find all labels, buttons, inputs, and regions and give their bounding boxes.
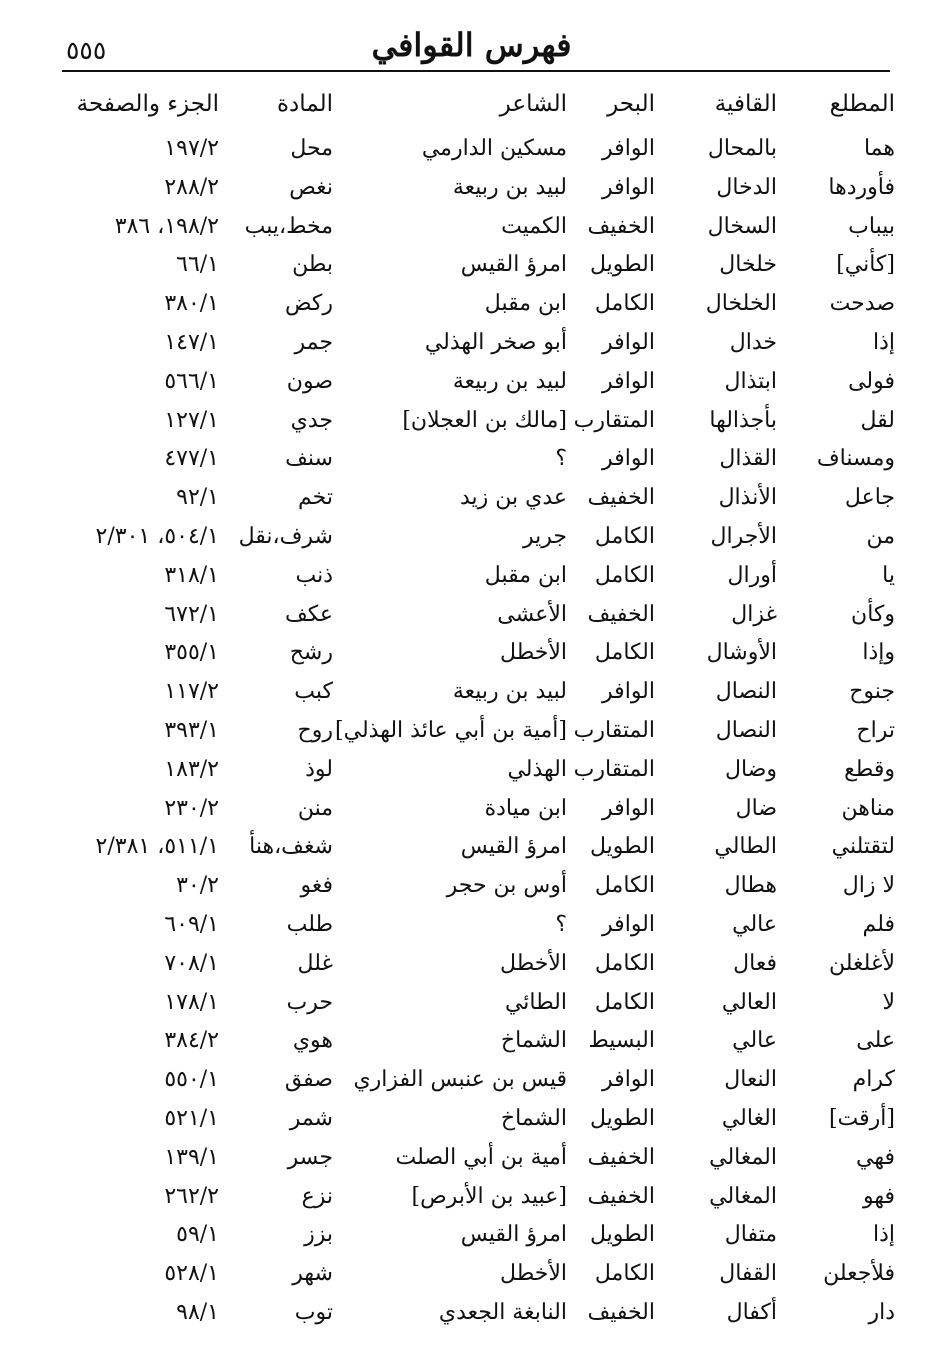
cell-root: توب [294, 1299, 333, 1325]
cell-root: مخط،يبب [244, 213, 333, 239]
cell-start: إذا [872, 1222, 895, 1248]
cell-rhyme: بالمحال [707, 136, 777, 161]
table-row [0, 906, 943, 945]
cell-ref: ٣٨٤/٢ [164, 1028, 219, 1054]
table-row [0, 790, 943, 829]
cell-start: بيباب [848, 213, 895, 239]
cell-poet: النابغة الجعدي [438, 1299, 567, 1325]
cell-poet: امرؤ القيس [460, 252, 567, 278]
cell-root: كبب [294, 679, 333, 705]
cell-ref: ١٢٧/١ [164, 407, 219, 433]
cell-ref: ٢٣٠/٢ [164, 795, 219, 821]
header-divider [62, 70, 890, 72]
page-number: ٥٥٥ [66, 36, 107, 65]
cell-root: ركض [284, 291, 333, 317]
cell-poet: ؟ [555, 446, 567, 472]
cell-start: ومسناف [816, 446, 895, 472]
cell-root: روح [297, 717, 333, 743]
cell-ref: ١٩٧/٢ [164, 136, 219, 161]
cell-ref: ٢٦٢/٢ [164, 1183, 219, 1209]
cell-poet: الكميت [501, 213, 567, 239]
cell-root: بزز [304, 1222, 333, 1248]
cell-rhyme: النعال [724, 1067, 777, 1093]
cell-root: شهر [292, 1261, 333, 1287]
cell-start: فلأجعلن [823, 1261, 895, 1287]
cell-ref: ٣١٨/١ [164, 562, 219, 588]
cell-root: شرف،نقل [238, 523, 333, 549]
cell-root: لوذ [305, 756, 333, 782]
cell-rhyme: الطالي [714, 834, 777, 860]
cell-meter: الخفيف [587, 1299, 655, 1325]
cell-root: سنف [285, 446, 333, 472]
cell-ref: ٣٨٠/١ [164, 291, 219, 317]
cell-poet: لبيد بن ربيعة [452, 174, 567, 200]
cell-root: رشح [289, 640, 333, 666]
cell-meter: الوافر [602, 174, 655, 200]
column-header-rhyme: القافية [714, 91, 777, 117]
cell-start: تراح [856, 717, 895, 743]
cell-ref: ٥٩/١ [176, 1222, 219, 1248]
cell-meter: الوافر [602, 795, 655, 821]
cell-ref: ١١٧/٢ [164, 679, 219, 705]
cell-rhyme: متفال [724, 1222, 777, 1248]
cell-poet: [عبيد بن الأبرص] [411, 1183, 567, 1209]
rhyme-index-table [0, 82, 943, 1333]
cell-ref: ٩٨/١ [176, 1299, 219, 1325]
cell-start: من [866, 523, 895, 549]
table-body [0, 130, 943, 1333]
cell-poet: ابن مقبل [484, 291, 567, 317]
cell-meter: الخفيف [587, 485, 655, 511]
cell-ref: ٢٨٨/٢ [164, 174, 219, 200]
cell-ref: ٥٢٨/١ [164, 1261, 219, 1287]
cell-root: ذنب [295, 562, 333, 588]
cell-root: شمر [289, 1105, 333, 1131]
cell-poet: الأخطل [500, 640, 567, 666]
cell-poet: عدي بن زيد [459, 485, 567, 511]
table-row [0, 867, 943, 906]
column-header-ref: الجزء والصفحة [76, 91, 219, 117]
cell-rhyme: ابتذال [724, 368, 777, 394]
cell-poet: أبو صخر الهذلي [424, 329, 567, 355]
cell-root: طلب [286, 911, 333, 937]
table-row [0, 363, 943, 402]
cell-start: وإذا [862, 640, 895, 666]
cell-start: هما [863, 136, 895, 161]
cell-meter: المتقارب [573, 756, 655, 782]
cell-meter: الطويل [589, 1105, 655, 1131]
cell-poet: قيس بن عنبس الفزاري [353, 1067, 567, 1093]
cell-rhyme: القفال [719, 1261, 777, 1287]
cell-meter: الكامل [594, 640, 655, 666]
table-row [0, 169, 943, 208]
cell-rhyme: عالي [732, 911, 777, 937]
cell-poet: أمية بن أبي الصلت [395, 1144, 567, 1170]
table-row [0, 596, 943, 635]
cell-rhyme: الخلخال [705, 291, 777, 317]
cell-rhyme: أكفال [726, 1299, 777, 1325]
table-row [0, 673, 943, 712]
table-row [0, 285, 943, 324]
cell-rhyme: القذال [719, 446, 777, 472]
cell-meter: الوافر [602, 136, 655, 161]
cell-ref: ١٧٨/١ [164, 989, 219, 1015]
cell-root: صون [286, 368, 333, 394]
table-row [0, 984, 943, 1023]
cell-start: [كأني] [836, 252, 895, 278]
cell-rhyme: عالي [732, 1028, 777, 1054]
cell-poet: الطائي [504, 989, 567, 1015]
table-header-row [0, 82, 943, 130]
cell-start: فهي [856, 1144, 895, 1170]
cell-meter: الكامل [594, 873, 655, 899]
cell-meter: المتقارب [573, 407, 655, 433]
cell-meter: الوافر [602, 368, 655, 394]
cell-rhyme: المغالي [709, 1144, 777, 1170]
cell-meter: الوافر [602, 446, 655, 472]
table-row [0, 1100, 943, 1139]
cell-meter: الطويل [589, 252, 655, 278]
table-row [0, 402, 943, 441]
cell-ref: ٥٠٤/١، ٢/٣٠١ [95, 523, 219, 549]
cell-poet: جرير [523, 523, 567, 549]
cell-root: غلل [297, 950, 333, 976]
cell-ref: ٦٠٩/١ [164, 911, 219, 937]
cell-meter: الخفيف [587, 1144, 655, 1170]
cell-ref: ٦٧٢/١ [164, 601, 219, 627]
cell-rhyme: الأجرال [710, 523, 777, 549]
cell-rhyme: العالي [721, 989, 777, 1015]
cell-rhyme: الدخال [716, 174, 777, 200]
table-row [0, 751, 943, 790]
cell-ref: ٤٧٧/١ [164, 446, 219, 472]
cell-start: لا [882, 989, 895, 1015]
cell-poet: [مالك بن العجلان] [402, 407, 567, 433]
cell-ref: ١٣٩/١ [164, 1144, 219, 1170]
cell-start: جنوح [849, 679, 895, 705]
cell-poet: الأخطل [500, 1261, 567, 1287]
cell-rhyme: هطال [724, 873, 777, 899]
table-row [0, 1022, 943, 1061]
table-row [0, 1294, 943, 1333]
cell-root: شغف،هنأ [249, 834, 333, 860]
table-row [0, 634, 943, 673]
cell-meter: الخفيف [587, 601, 655, 627]
cell-meter: الطويل [589, 834, 655, 860]
cell-root: عكف [284, 601, 333, 627]
cell-meter: الوافر [602, 1067, 655, 1093]
cell-start: جاعل [844, 485, 895, 511]
table-row [0, 1139, 943, 1178]
column-header-poet: الشاعر [499, 91, 567, 117]
cell-ref: ٩٢/١ [176, 485, 219, 511]
cell-poet: لبيد بن ربيعة [452, 368, 567, 394]
column-header-start: المطلع [829, 91, 895, 117]
cell-rhyme: غزال [731, 601, 777, 627]
cell-poet: الهذلي [507, 756, 567, 782]
cell-ref: ١٨٣/٢ [164, 756, 219, 782]
table-row [0, 557, 943, 596]
cell-start: [أرقت] [828, 1105, 895, 1131]
cell-meter: الطويل [589, 1222, 655, 1248]
cell-root: جمر [294, 329, 333, 355]
table-row [0, 208, 943, 247]
cell-rhyme: المغالي [709, 1183, 777, 1209]
cell-start: فولى [848, 368, 895, 394]
cell-root: جدي [290, 407, 333, 433]
cell-rhyme: ضال [735, 795, 777, 821]
cell-start: لا زال [842, 873, 895, 899]
cell-start: صدحت [829, 291, 895, 317]
cell-root: جسر [287, 1144, 333, 1170]
cell-meter: الكامل [594, 950, 655, 976]
cell-rhyme: أورال [727, 562, 777, 588]
cell-root: فغو [300, 873, 333, 899]
table-row [0, 945, 943, 984]
table-row [0, 324, 943, 363]
cell-root: محل [290, 136, 333, 161]
cell-poet: مسكين الدارمي [421, 136, 567, 161]
cell-meter: البسيط [588, 1028, 655, 1054]
cell-start: فهو [862, 1183, 895, 1209]
cell-root: هوي [292, 1028, 333, 1054]
table-row [0, 479, 943, 518]
cell-meter: الكامل [594, 1261, 655, 1287]
cell-start: وقطع [844, 756, 895, 782]
cell-poet: الأعشى [497, 601, 567, 627]
cell-poet: ابن ميادة [484, 795, 567, 821]
cell-ref: ١٩٨/٢، ٣٨٦ [114, 213, 219, 239]
cell-poet: لبيد بن ربيعة [452, 679, 567, 705]
cell-ref: ٣٥٥/١ [164, 640, 219, 666]
cell-rhyme: خلخال [719, 252, 777, 278]
table-row [0, 246, 943, 285]
cell-root: حرب [286, 989, 333, 1015]
cell-ref: ٥١١/١، ٢/٣٨١ [95, 834, 219, 860]
cell-ref: ٧٠٨/١ [164, 950, 219, 976]
cell-meter: الكامل [594, 523, 655, 549]
cell-meter: الكامل [594, 989, 655, 1015]
cell-rhyme: بأجذالها [709, 407, 777, 433]
cell-start: لتقتلني [831, 834, 895, 860]
cell-rhyme: النصال [715, 679, 777, 705]
page-title: فهرس القوافي [371, 26, 572, 64]
cell-start: لقل [860, 407, 895, 433]
table-row [0, 518, 943, 557]
cell-start: دار [868, 1299, 895, 1325]
cell-meter: الوافر [602, 679, 655, 705]
cell-start: على [856, 1028, 895, 1054]
cell-meter: الخفيف [587, 213, 655, 239]
cell-start: فأوردها [828, 174, 895, 200]
cell-rhyme: فعال [733, 950, 777, 976]
cell-start: فلم [862, 911, 895, 937]
cell-rhyme: وضال [725, 756, 777, 782]
cell-rhyme: النصال [715, 717, 777, 743]
cell-ref: ٥٢١/١ [164, 1105, 219, 1131]
column-header-root: المادة [277, 91, 333, 117]
cell-poet: ابن مقبل [484, 562, 567, 588]
cell-ref: ٣٠/٢ [176, 873, 219, 899]
cell-root: بطن [292, 252, 333, 278]
cell-ref: ١٤٧/١ [164, 329, 219, 355]
cell-ref: ٣٩٣/١ [164, 717, 219, 743]
table-row [0, 712, 943, 751]
cell-ref: ٥٥٠/١ [164, 1067, 219, 1093]
cell-meter: الكامل [594, 291, 655, 317]
cell-root: منن [297, 795, 333, 821]
table-row [0, 828, 943, 867]
cell-start: يا [882, 562, 895, 588]
cell-poet: ؟ [555, 911, 567, 937]
cell-start: إذا [872, 329, 895, 355]
cell-rhyme: الأوشال [706, 640, 777, 666]
cell-poet: امرؤ القيس [460, 1222, 567, 1248]
cell-poet: أوس بن حجر [446, 873, 567, 899]
table-row [0, 440, 943, 479]
cell-root: تخم [298, 485, 333, 511]
cell-ref: ٥٦٦/١ [164, 368, 219, 394]
cell-start: لأغلغلن [829, 950, 895, 976]
cell-poet: امرؤ القيس [460, 834, 567, 860]
table-row [0, 130, 943, 169]
cell-rhyme: الغالي [721, 1105, 777, 1131]
table-row [0, 1178, 943, 1217]
cell-root: نغص [289, 174, 333, 200]
cell-start: مناهن [841, 795, 895, 821]
cell-ref: ٦٦/١ [176, 252, 219, 278]
cell-meter: الوافر [602, 911, 655, 937]
cell-meter: الكامل [594, 562, 655, 588]
cell-start: كرام [852, 1067, 895, 1093]
cell-poet: الأخطل [500, 950, 567, 976]
cell-poet: الشماخ [500, 1105, 567, 1131]
cell-rhyme: خدال [729, 329, 777, 355]
cell-poet: الشماخ [500, 1028, 567, 1054]
cell-meter: المتقارب [573, 717, 655, 743]
cell-start: وكأن [851, 601, 895, 627]
cell-meter: الوافر [602, 329, 655, 355]
cell-poet: [أمية بن أبي عائذ الهذلي] [335, 717, 567, 743]
cell-rhyme: الأنذال [718, 485, 777, 511]
table-row [0, 1061, 943, 1100]
table-row [0, 1255, 943, 1294]
cell-root: نزع [301, 1183, 333, 1209]
table-row [0, 1216, 943, 1255]
cell-rhyme: السخال [707, 213, 777, 239]
cell-root: صفق [284, 1067, 333, 1093]
column-header-meter: البحر [607, 91, 655, 117]
cell-meter: الخفيف [587, 1183, 655, 1209]
